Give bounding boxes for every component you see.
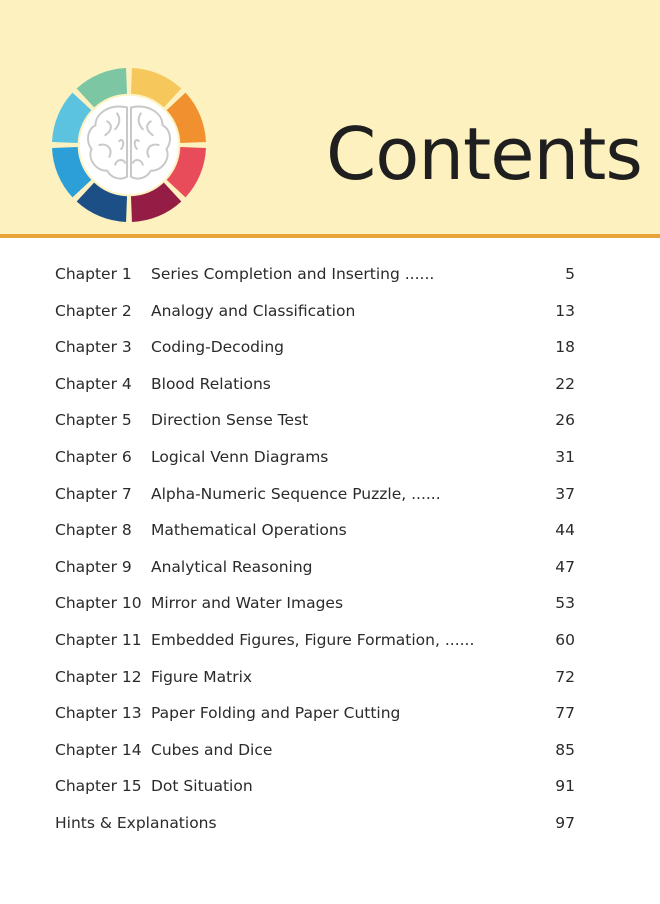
chapter-title: Dot Situation <box>151 777 253 796</box>
chapter-number: Chapter 8 <box>55 521 132 540</box>
chapter-number: Chapter 3 <box>55 338 132 357</box>
header-rule <box>0 234 660 238</box>
chapter-number: Chapter 4 <box>55 374 132 393</box>
toc-row <box>55 585 575 622</box>
toc-row-hints <box>55 805 575 842</box>
chapter-title: Cubes and Dice <box>151 740 273 759</box>
toc-row <box>55 402 575 439</box>
chapter-title: Embedded Figures, Figure Formation, ...... <box>151 630 475 649</box>
page-number: 97 <box>555 813 575 832</box>
chapter-number: Chapter 9 <box>55 557 132 576</box>
page-number: 22 <box>555 374 575 393</box>
page-number: 13 <box>555 301 575 320</box>
page-number: 31 <box>555 447 575 466</box>
page-number: 44 <box>555 521 575 540</box>
chapter-number: Chapter 11 <box>55 630 142 649</box>
toc-row <box>55 768 575 805</box>
chapter-number: Chapter 15 <box>55 777 142 796</box>
page-number: 5 <box>565 265 575 283</box>
toc-row <box>55 293 575 330</box>
page-number: 77 <box>555 704 575 723</box>
page-number: 72 <box>555 667 575 686</box>
chapter-title: Mathematical Operations <box>151 521 347 540</box>
chapter-number: Chapter 10 <box>55 594 142 613</box>
hints-label: Hints & Explanations <box>55 813 217 832</box>
page-number: 26 <box>555 411 575 430</box>
chapter-title: Paper Folding and Paper Cutting <box>151 704 401 723</box>
table-of-contents <box>55 256 575 842</box>
toc-row <box>55 659 575 696</box>
chapter-number: Chapter 14 <box>55 740 142 759</box>
toc-row <box>55 622 575 659</box>
chapter-title: Analytical Reasoning <box>151 557 313 576</box>
page-number: 37 <box>555 484 575 503</box>
chapter-number: Chapter 6 <box>55 447 132 466</box>
chapter-title: Analogy and Classification <box>151 301 356 320</box>
toc-row <box>55 732 575 769</box>
page-number: 47 <box>555 557 575 576</box>
toc-row <box>55 549 575 586</box>
page-number: 18 <box>555 338 575 357</box>
page-title: Contents <box>326 112 642 196</box>
toc-row <box>55 439 575 476</box>
chapter-title: Direction Sense Test <box>151 411 309 430</box>
toc-row <box>55 476 575 513</box>
chapter-number: Chapter 1 <box>55 265 132 283</box>
chapter-number: Chapter 2 <box>55 301 132 320</box>
toc-row <box>55 329 575 366</box>
chapter-title: Figure Matrix <box>151 667 253 686</box>
page-number: 53 <box>555 594 575 613</box>
chapter-number: Chapter 5 <box>55 411 132 430</box>
toc-row <box>55 695 575 732</box>
chapter-number: Chapter 13 <box>55 704 142 723</box>
brain-color-wheel-icon <box>50 66 208 224</box>
chapter-title: Mirror and Water Images <box>151 594 344 613</box>
chapter-title: Series Completion and Inserting ...... <box>151 265 435 283</box>
toc-row <box>55 256 575 293</box>
toc-row <box>55 366 575 403</box>
page-number: 85 <box>555 740 575 759</box>
chapter-number: Chapter 7 <box>55 484 132 503</box>
chapter-title: Logical Venn Diagrams <box>151 447 329 466</box>
chapter-number: Chapter 12 <box>55 667 142 686</box>
toc-row <box>55 512 575 549</box>
chapter-title: Coding-Decoding <box>151 338 284 357</box>
chapter-title: Blood Relations <box>151 374 271 393</box>
page-number: 60 <box>555 630 575 649</box>
chapter-title: Alpha-Numeric Sequence Puzzle, ...... <box>151 484 441 503</box>
page-number: 91 <box>555 777 575 796</box>
